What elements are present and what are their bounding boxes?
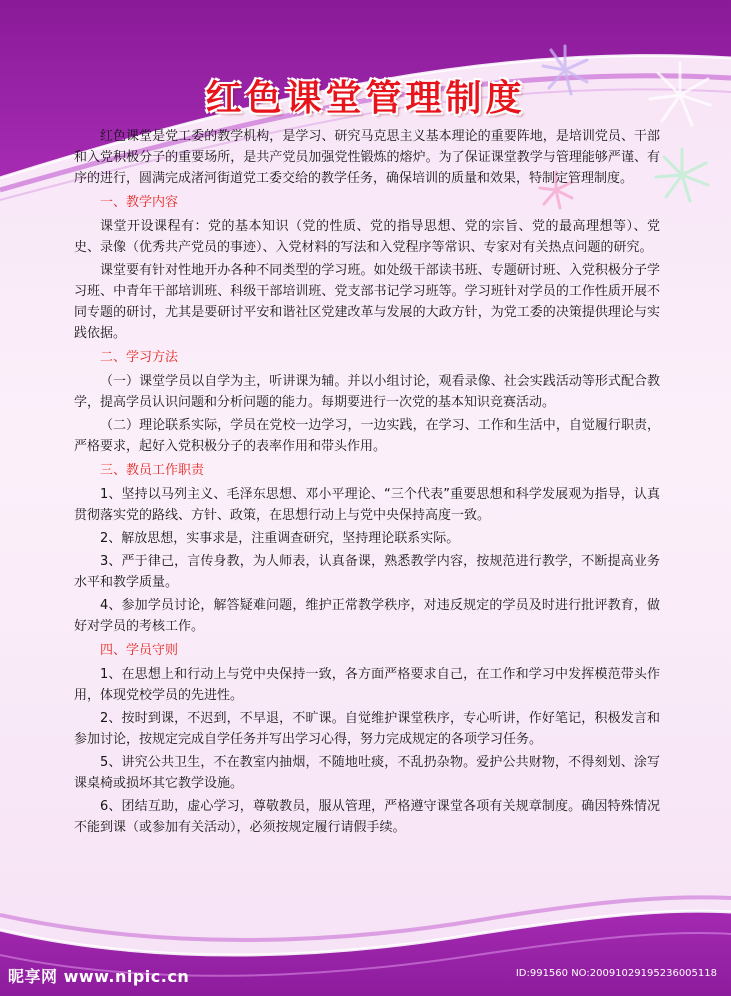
paragraph: 课堂开设课程有：党的基本知识（党的性质、党的指导思想、党的宗旨、党的最高理想等）、党史、录像（优秀共产党员的事迹）、入党材料的写法和入党程序等常识、专家对有关热点问题的研究。 [74,219,660,255]
section-heading-study-method: 二、学习方法 [100,350,179,365]
document-body [74,126,660,840]
paragraph: 2、解放思想，实事求是，注重调查研究，坚持理论联系实际。 [100,531,460,546]
watermark-logo: 昵享网 www.nipic.cn [8,967,190,986]
paragraph: 4、参加学员讨论，解答疑难问题，维护正常教学秩序，对违反规定的学员及时进行批评教育，做好对学员的考核工作。 [74,598,660,634]
paragraph: 5、讲究公共卫生，不在教室内抽烟，不随地吐痰，不乱扔杂物。爱护公共财物，不得刻划、涂写课桌椅或损坏其它教学设施。 [74,755,660,791]
paragraph: 3、严于律己，言传身教，为人师表，认真备课，熟悉教学内容，按规范进行教学，不断提高业务水平和教学质量。 [74,554,660,590]
watermark-id: ID:991560 NO:20091029195236005118 [515,968,717,979]
paragraph: 1、坚持以马列主义、毛泽东思想、邓小平理论、“三个代表”重要思想和科学发展观为指导，认真贯彻落实党的路线、方针、政策，在思想行动上与党中央保持高度一致。 [74,487,660,523]
paragraph: 1、在思想上和行动上与党中央保持一致，各方面严格要求自己，在工作和学习中发挥模范带头作用，体现党校学员的先进性。 [74,667,660,703]
section-heading-student-rules: 四、学员守则 [100,643,179,658]
section-heading-teaching-content: 一、教学内容 [100,195,179,210]
paragraph: 2、按时到课，不迟到，不早退，不旷课。自觉维护课堂秩序，专心听讲，作好笔记，积极发言和参加讨论，按规定完成自学任务并写出学习心得，努力完成规定的各项学习任务。 [74,711,660,747]
paragraph: （一）课堂学员以自学为主，听讲课为辅。并以小组讨论，观看录像、社会实践活动等形式配合教学，提高学员认识问题和分析问题的能力。每期要进行一次党的基本知识竞赛活动。 [74,374,660,410]
page-title: 红色课堂管理制度 [205,77,526,119]
intro-paragraph: 红色课堂是党工委的教学机构，是学习、研究马克思主义基本理论的重要阵地，是培训党员、干部和入党积极分子的重要场所，是共产党员加强党性锻炼的熔炉。为了保证课堂教学与管理能够严谨、有序的进行，圆满完成渚河街道党工委交给的教学任务，确保培训的质量和效果，特制定管理制度。 [74,129,660,186]
paragraph: 课堂要有针对性地开办各种不同类型的学习班。如处级干部读书班、专题研讨班、入党积极分子学习班、中青年干部培训班、科级干部培训班、党支部书记学习班等。学习班针对学员的工作性质开展不同专题的研讨，尤其是要研讨平安和谐社区党建改革与发展的大政方针，为党工委的决策提供理论与实践依据。 [74,263,660,341]
paragraph: （二）理论联系实际，学员在党校一边学习，一边实践，在学习、工作和生活中，自觉履行职责，严格要求，起好入党积极分子的表率作用和带头作用。 [74,418,660,454]
paragraph: 6、团结互助，虚心学习，尊敬教员，服从管理，严格遵守课堂各项有关规章制度。确因特殊情况不能到课（或参加有关活动），必须按规定履行请假手续。 [74,799,660,835]
section-heading-teacher-duties: 三、教员工作职责 [100,463,205,478]
